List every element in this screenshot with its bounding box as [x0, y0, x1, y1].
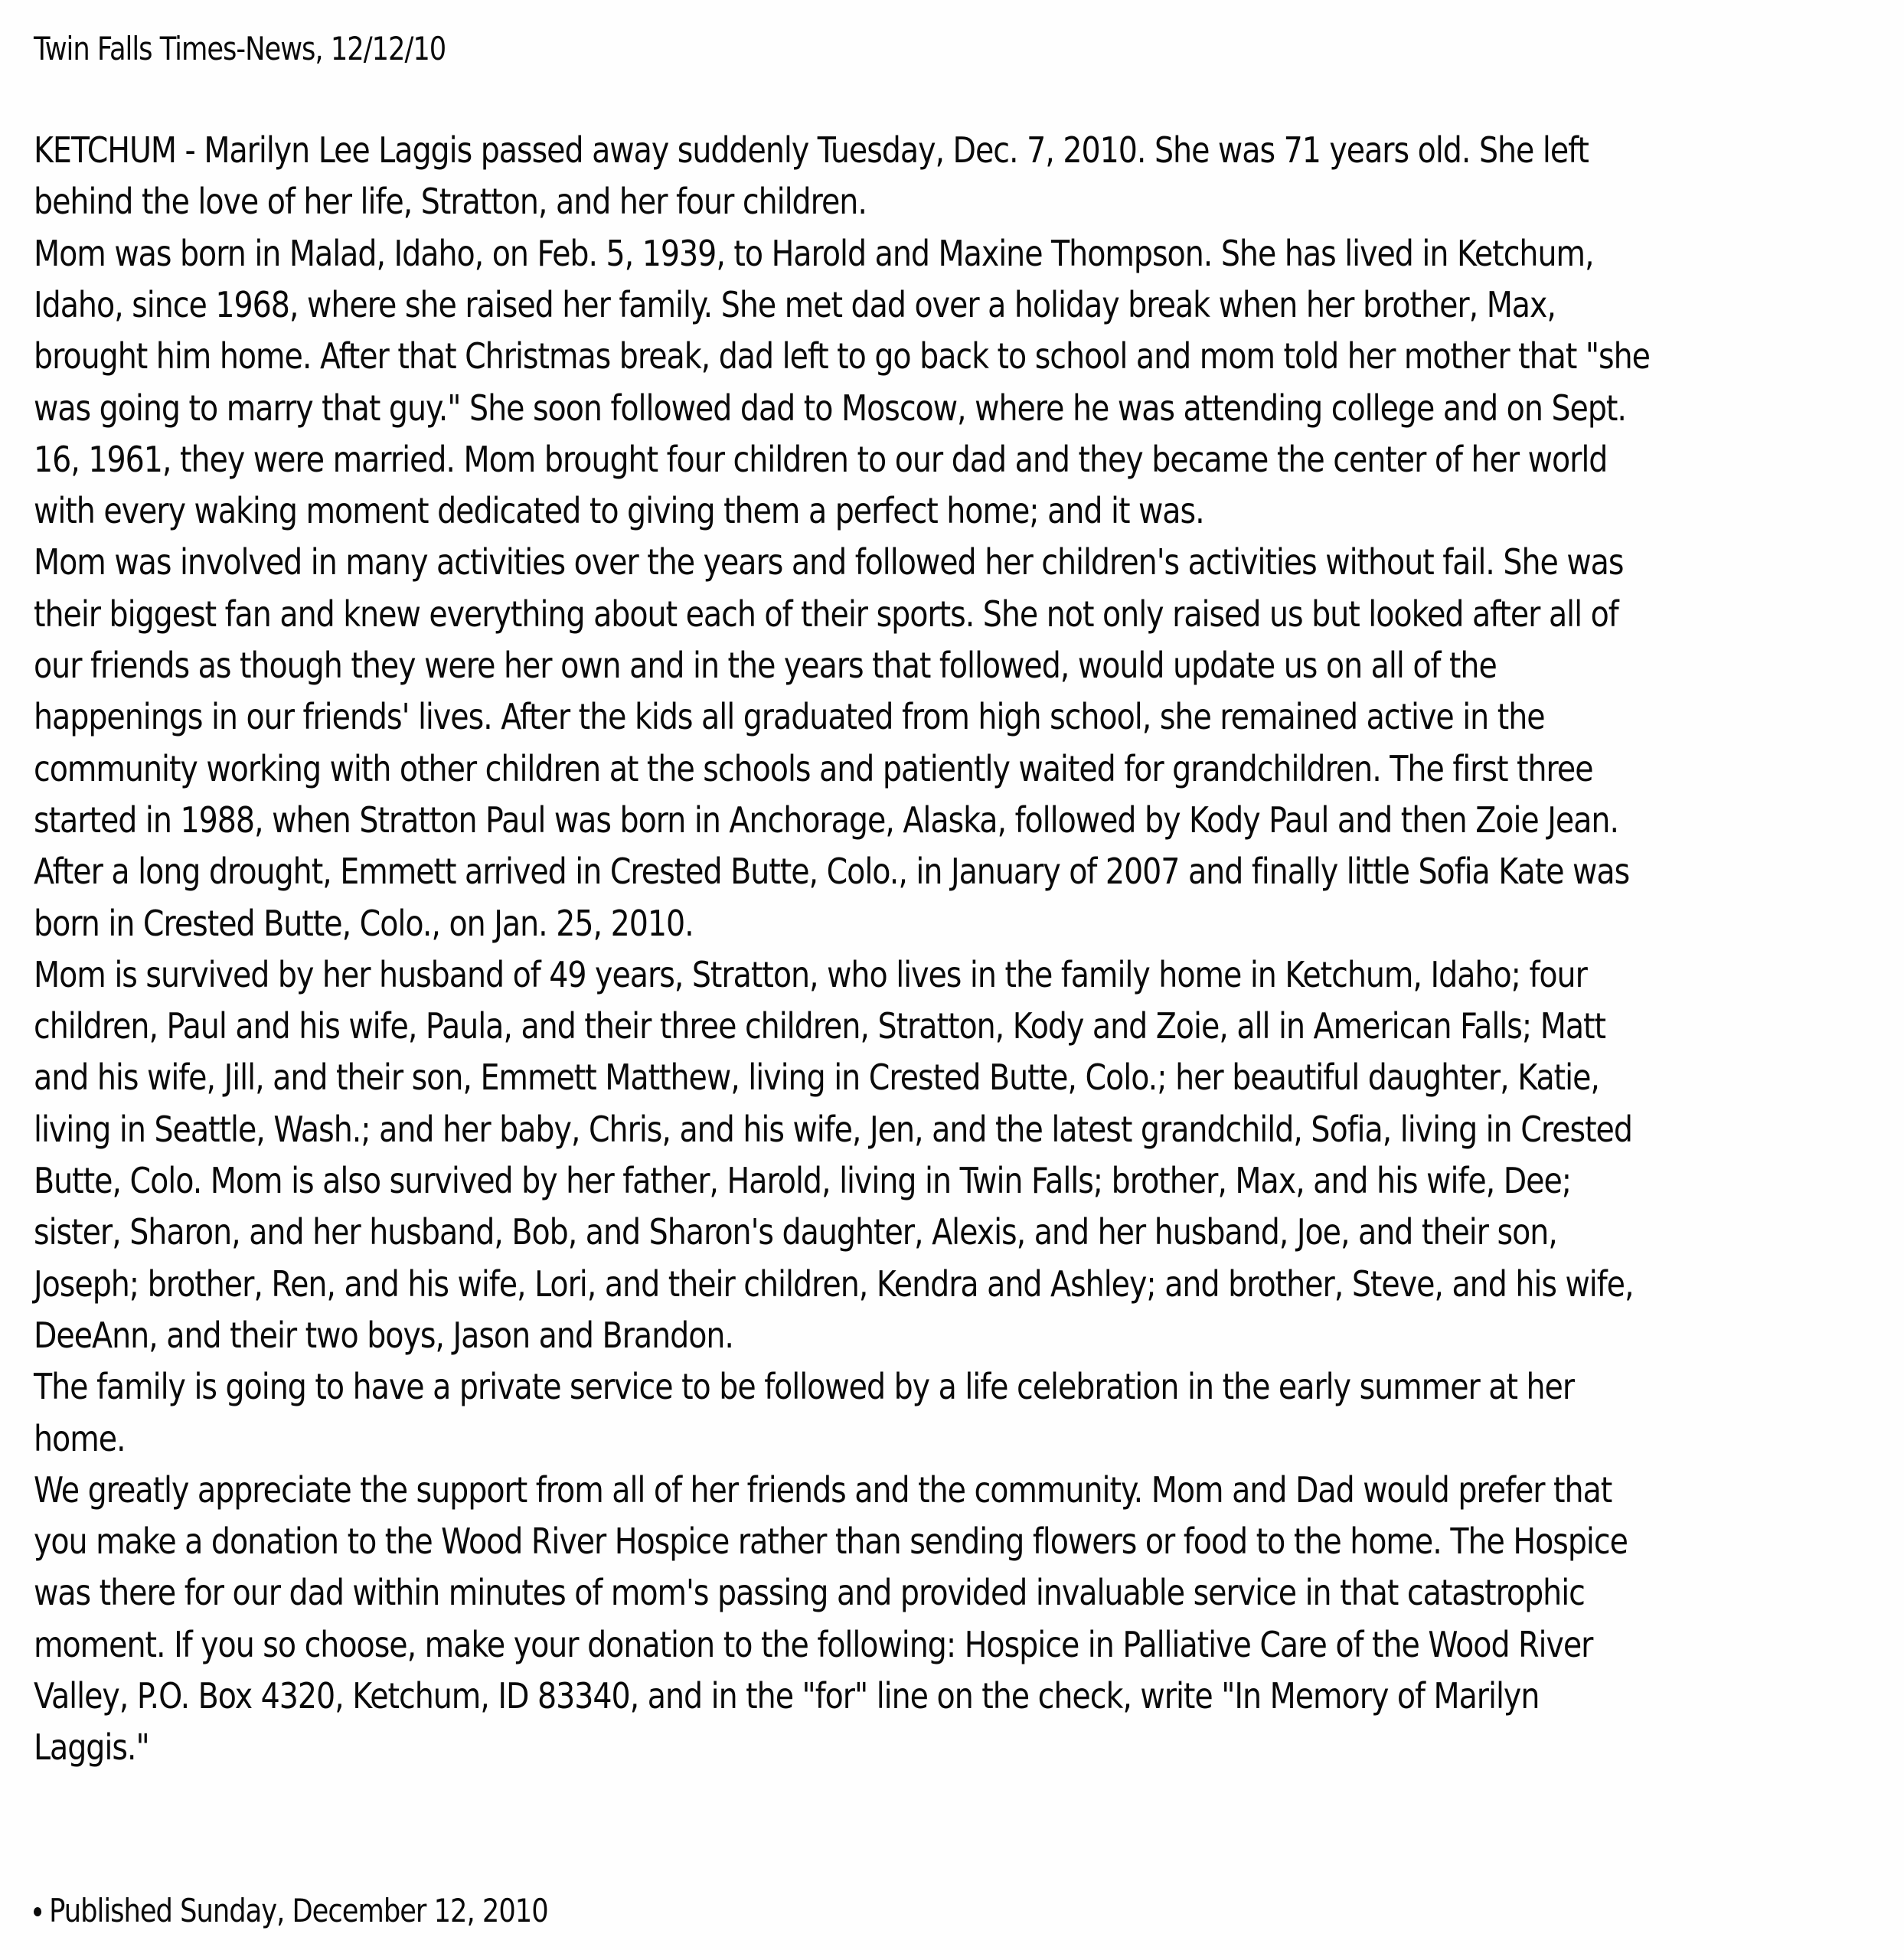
text-line: Laggis.": [34, 1726, 149, 1769]
text-line: sister, Sharon, and her husband, Bob, and Sharon's daughter, Alexis, and her husband, Joe, and their son,: [34, 1211, 1557, 1253]
text-line: Mom was born in Malad, Idaho, on Feb. 5, 1939, to Harold and Maxine Thompson. She has lived in Ketchum,: [34, 232, 1594, 274]
text-line: their biggest fan and knew everything about each of their sports. She not only raised us but looked after all of: [34, 593, 1618, 635]
text-line: After a long drought, Emmett arrived in Crested Butte, Colo., in January of 2007 and finally little Sofia Kate was: [34, 851, 1630, 893]
text-line: our friends as though they were her own and in the years that followed, would update us on all of the: [34, 645, 1497, 686]
text-line: living in Seattle, Wash.; and her baby, Chris, and his wife, Jen, and the latest grandchild, Sofia, living in Crested: [34, 1108, 1632, 1150]
text-line: Joseph; brother, Ren, and his wife, Lori, and their children, Kendra and Ashley; and brother, Steve, and his wife,: [34, 1263, 1634, 1305]
text-line: Mom was involved in many activities over the years and followed her children's activities without fail. She was: [34, 541, 1624, 583]
text-line: Butte, Colo. Mom is also survived by her father, Harold, living in Twin Falls; brother, Max, and his wife, Dee;: [34, 1160, 1572, 1201]
source-line: Twin Falls Times-News, 12/12/10: [34, 30, 446, 67]
text-line: moment. If you so choose, make your donation to the following: Hospice in Palliative Care of the Wood River: [34, 1623, 1593, 1665]
text-line: brought him home. After that Christmas break, dad left to go back to school and mom told her mother that "she: [34, 335, 1650, 377]
text-line: was going to marry that guy." She soon followed dad to Moscow, where he was attending college and on Sept.: [34, 387, 1626, 429]
text-line: you make a donation to the Wood River Hospice rather than sending flowers or food to the home. The Hospice: [34, 1521, 1628, 1563]
text-line: children, Paul and his wife, Paula, and their three children, Stratton, Kody and Zoie, all in American Falls; Matt: [34, 1005, 1606, 1047]
text-line: 16, 1961, they were married. Mom brought four children to our dad and they became the center of her world: [34, 438, 1608, 480]
text-line: DeeAnn, and their two boys, Jason and Brandon.: [34, 1314, 733, 1356]
text-line: Mom is survived by her husband of 49 years, Stratton, who lives in the family home in Ketchum, Idaho; four: [34, 953, 1587, 995]
text-line: born in Crested Butte, Colo., on Jan. 25, 2010.: [34, 902, 694, 944]
bullet-icon: [34, 1907, 41, 1916]
text-line: and his wife, Jill, and their son, Emmett Matthew, living in Crested Butte, Colo.; her beautiful daughter, Katie,: [34, 1057, 1599, 1099]
text-line: Idaho, since 1968, where she raised her family. She met dad over a holiday break when her brother, Max,: [34, 283, 1556, 325]
text-line: Valley, P.O. Box 4320, Ketchum, ID 83340, and in the "for" line on the check, write "In Memory of Marilyn: [34, 1675, 1540, 1717]
text-line: with every waking moment dedicated to giving them a perfect home; and it was.: [34, 490, 1204, 532]
text-line: KETCHUM - Marilyn Lee Laggis passed away suddenly Tuesday, Dec. 7, 2010. She was 71 years old. She left: [34, 129, 1589, 171]
text-line: The family is going to have a private service to be followed by a life celebration in the early summer at her: [34, 1366, 1575, 1408]
published-text: Published Sunday, December 12, 2010: [49, 1892, 548, 1929]
text-line: community working with other children at the schools and patiently waited for grandchildren. The first three: [34, 747, 1593, 789]
published-line: [34, 1890, 548, 1932]
text-line: We greatly appreciate the support from all of her friends and the community. Mom and Dad would prefer that: [34, 1468, 1612, 1511]
text-line: home.: [34, 1417, 126, 1459]
text-line: happenings in our friends' lives. After the kids all graduated from high school, she remained active in the: [34, 696, 1545, 738]
text-line: started in 1988, when Stratton Paul was born in Anchorage, Alaska, followed by Kody Paul and then Zoie Jean.: [34, 799, 1618, 841]
text-line: behind the love of her life, Stratton, and her four children.: [34, 181, 867, 223]
text-line: was there for our dad within minutes of mom's passing and provided invaluable service in that catastrophic: [34, 1572, 1585, 1614]
